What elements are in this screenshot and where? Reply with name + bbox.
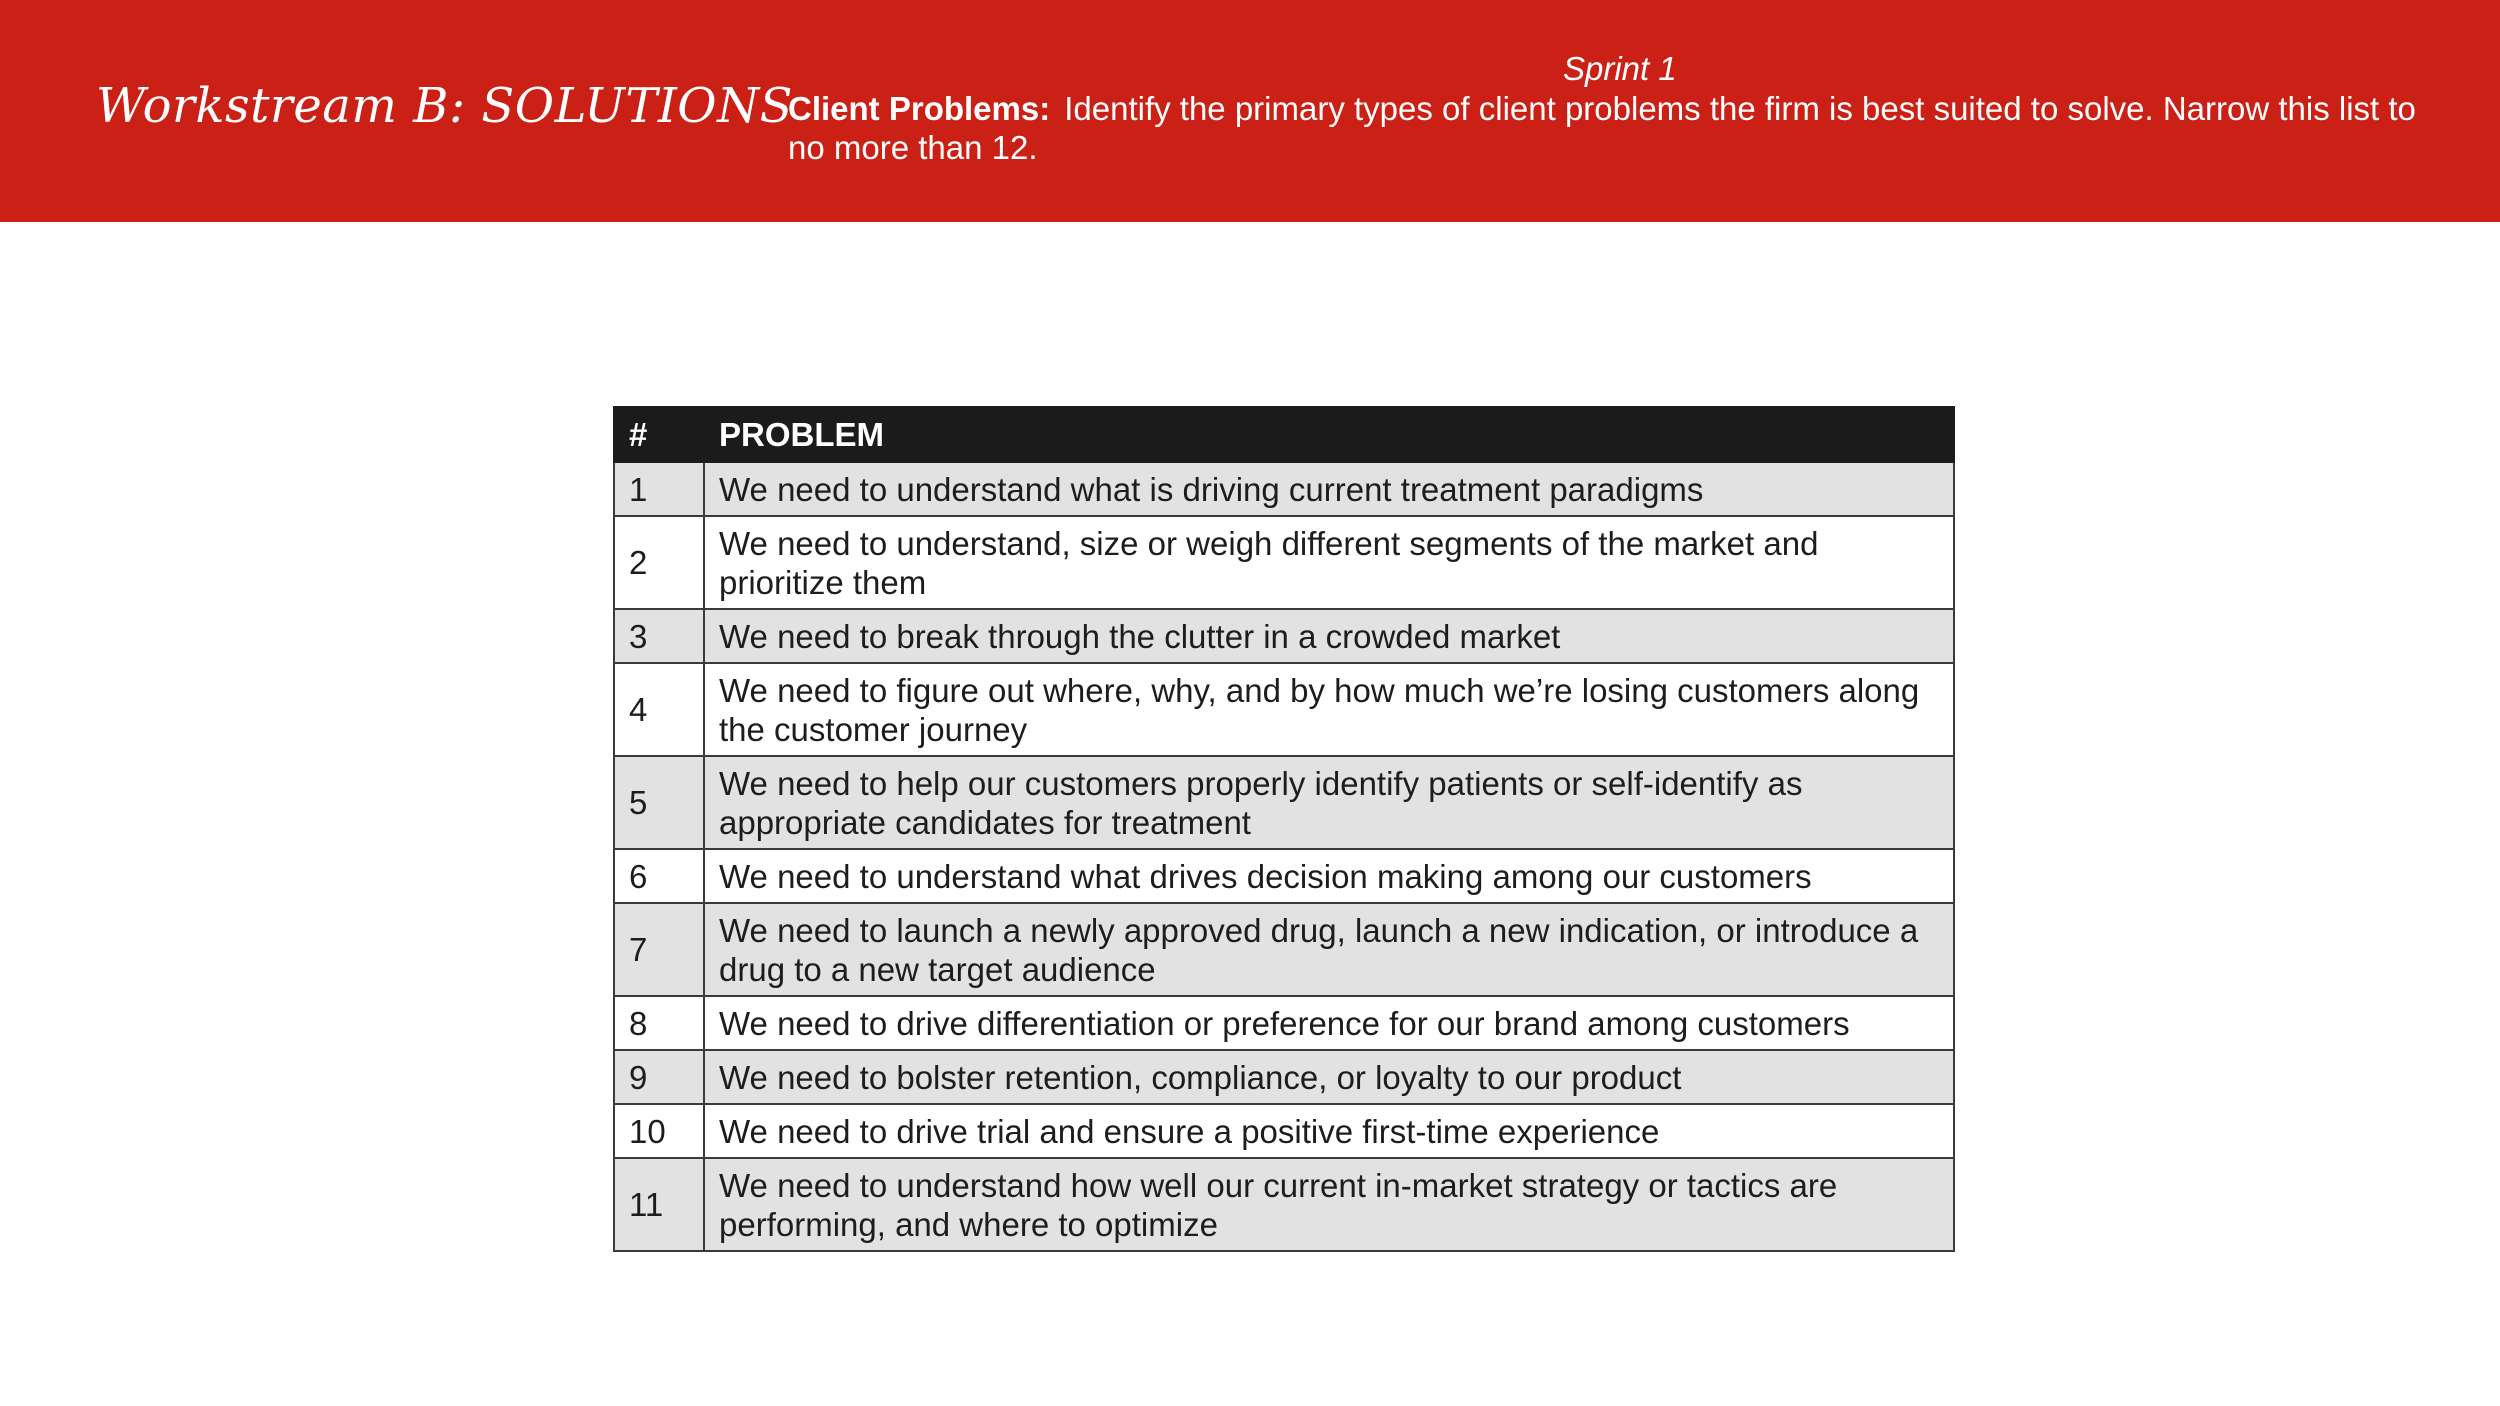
row-problem: We need to help our customers properly identify patients or self-identify as appropriate candidates for treatment [704,756,1954,849]
row-number: 11 [614,1158,704,1251]
table-row [614,849,1954,903]
row-problem: We need to understand what is driving current treatment paradigms [704,462,1954,516]
row-problem: We need to drive differentiation or preference for our brand among customers [704,996,1954,1050]
table-row [614,756,1954,849]
row-number: 8 [614,996,704,1050]
table-row [614,1050,1954,1104]
row-number: 6 [614,849,704,903]
row-number: 4 [614,663,704,756]
instruction-text: Identify the primary types of client problems the firm is best suited to solve. Narrow this list to no more than 12. [788,90,2416,166]
row-problem: We need to launch a newly approved drug, launch a new indication, or introduce a drug to a new target audience [704,903,1954,996]
problems-table-container [613,406,1953,1252]
table-row [614,996,1954,1050]
row-number: 3 [614,609,704,663]
row-number: 5 [614,756,704,849]
row-number: 7 [614,903,704,996]
row-problem: We need to figure out where, why, and by how much we’re losing customers along the customer journey [704,663,1954,756]
table-header-row [614,407,1954,462]
column-header-problem: PROBLEM [704,407,1954,462]
table-row [614,516,1954,609]
table-row [614,903,1954,996]
row-problem: We need to understand what drives decision making among our customers [704,849,1954,903]
row-number: 2 [614,516,704,609]
workstream-title: Workstream B: SOLUTIONS [96,78,794,134]
row-number: 10 [614,1104,704,1158]
row-problem: We need to break through the clutter in a crowded market [704,609,1954,663]
table-row [614,1158,1954,1251]
instructions [788,89,2448,167]
sprint-label: Sprint 1 [1563,50,1677,87]
row-problem: We need to bolster retention, compliance, or loyalty to our product [704,1050,1954,1104]
row-problem: We need to drive trial and ensure a positive first-time experience [704,1104,1954,1158]
row-number: 1 [614,462,704,516]
table-row [614,609,1954,663]
problems-table [613,406,1955,1252]
header-banner [0,0,2500,222]
row-problem: We need to understand how well our current in-market strategy or tactics are performing, and where to optimize [704,1158,1954,1251]
row-number: 9 [614,1050,704,1104]
table-row [614,663,1954,756]
instruction-label: Client Problems: [788,90,1051,127]
table-row [614,462,1954,516]
table-row [614,1104,1954,1158]
row-problem: We need to understand, size or weigh different segments of the market and prioritize them [704,516,1954,609]
column-header-number: # [614,407,704,462]
